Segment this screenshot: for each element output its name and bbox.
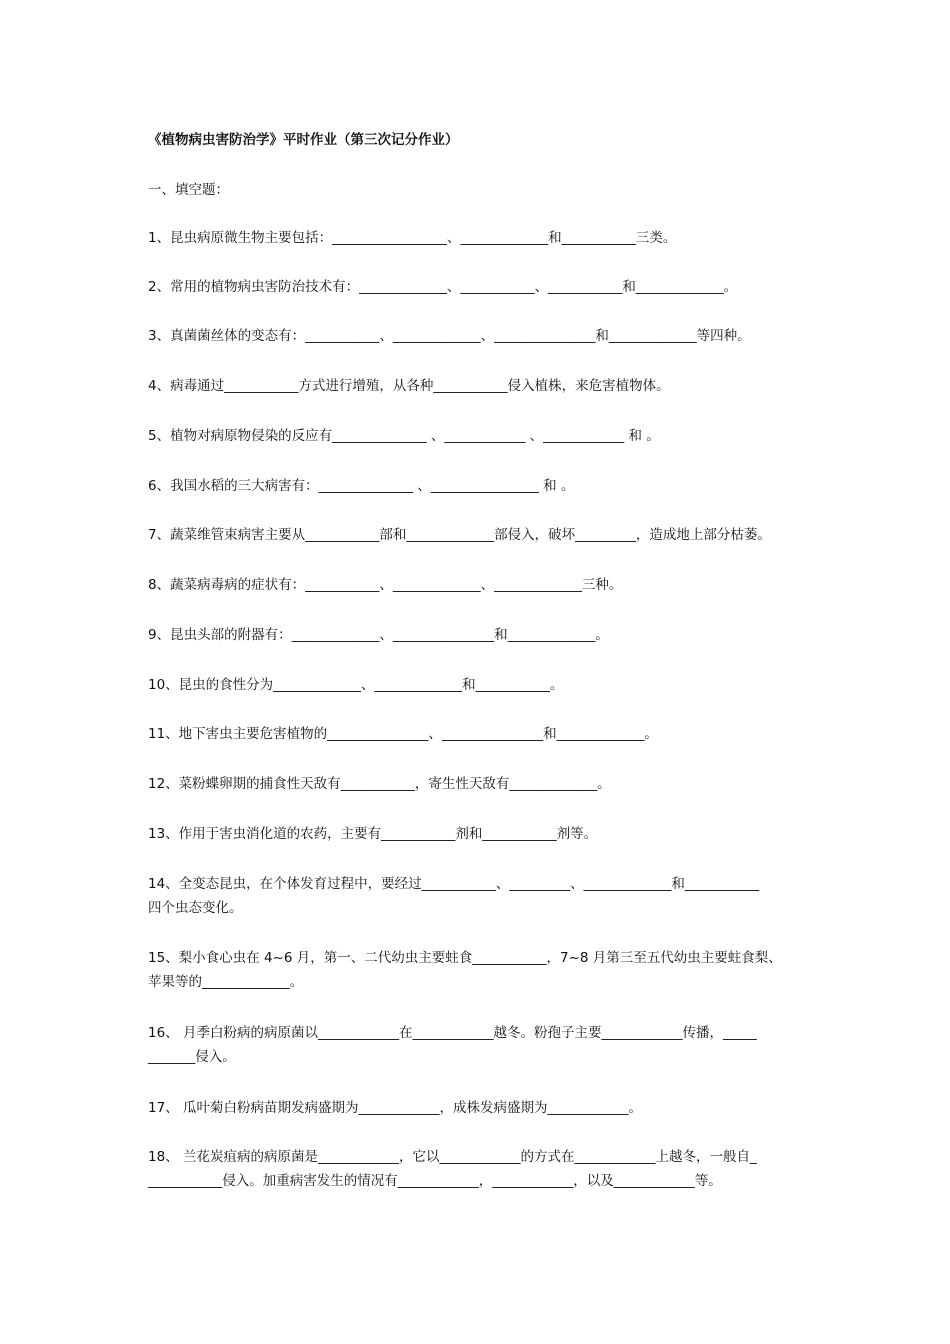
question-7 (148, 523, 818, 547)
question-line: 4、病毒通过___________方式进行增殖，从各种___________侵入植株，来危害植物体。 (148, 378, 670, 394)
question-line: 6、我国水稻的三大病害有：______________ 、________________ 和 。 (148, 478, 575, 494)
question-13 (148, 822, 818, 846)
question-8 (148, 573, 818, 597)
question-line: 13、作用于害虫消化道的农药，主要有___________剂和___________剂等。 (148, 826, 598, 842)
question-9 (148, 623, 818, 647)
section-heading: 一、填空题： (148, 182, 229, 198)
question-line: 8、蔬菜病毒病的症状有：___________、_____________、_____________三种。 (148, 577, 623, 593)
question-line: 9、昆虫头部的附器有：_____________、_______________和_____________。 (148, 627, 609, 643)
question-1 (148, 226, 818, 250)
question-11 (148, 722, 818, 746)
question-12 (148, 772, 818, 796)
question-line: 7、蔬菜维管束病害主要从___________部和_____________部侵入，破坏_________，造成地上部分枯萎。 (148, 527, 771, 543)
question-17 (148, 1096, 818, 1120)
question-line: 12、菜粉蝶卵期的捕食性天敌有___________，寄生性天敌有_____________。 (148, 776, 611, 792)
question-line: _______侵入。 (148, 1049, 236, 1065)
document-title: 《植物病虫害防治学》平时作业（第三次记分作业） (148, 132, 459, 148)
question-line: 四个虫态变化。 (148, 900, 243, 916)
question-line: 11、地下害虫主要危害植物的_______________、_______________和_____________。 (148, 726, 658, 742)
question-6 (148, 474, 818, 498)
question-line: 15、梨小食心虫在 4~6 月，第一、二代幼虫主要蛀食___________，7~8 月第三至五代幼虫主要蛀食梨、 (148, 950, 782, 966)
question-4 (148, 374, 818, 398)
question-14 (148, 872, 818, 920)
question-line: 3、真菌菌丝体的变态有：___________、_____________、_______________和_____________等四种。 (148, 328, 751, 344)
question-line: 14、全变态昆虫，在个体发育过程中，要经过___________、_________、_____________和___________ (148, 876, 760, 892)
question-5 (148, 424, 818, 448)
question-18 (148, 1145, 818, 1193)
question-16 (148, 1021, 818, 1069)
question-line: 1、昆虫病原微生物主要包括：_________________、_____________和___________三类。 (148, 230, 677, 246)
question-line: 18、 兰花炭疽病的病原菌是____________，它以____________的方式在____________上越冬，一般自_ (148, 1149, 757, 1165)
question-line: ___________侵入。加重病害发生的情况有____________，____________，以及____________等。 (148, 1173, 722, 1189)
question-line: 2、常用的植物病虫害防治技术有：_____________、___________、___________和_____________。 (148, 279, 738, 295)
question-15 (148, 946, 818, 994)
question-line: 苹果等的_____________。 (148, 974, 304, 990)
question-3 (148, 324, 818, 348)
question-line: 16、 月季白粉病的病原菌以____________在____________越冬。粉孢子主要____________传播，_____ (148, 1025, 757, 1041)
question-line: 10、昆虫的食性分为_____________、_____________和___________。 (148, 677, 564, 693)
question-line: 17、 瓜叶菊白粉病苗期发病盛期为____________，成株发病盛期为____________。 (148, 1100, 642, 1116)
question-10 (148, 673, 818, 697)
question-line: 5、植物对病原物侵染的反应有______________ 、____________ 、____________ 和 。 (148, 428, 660, 444)
question-2 (148, 275, 818, 299)
